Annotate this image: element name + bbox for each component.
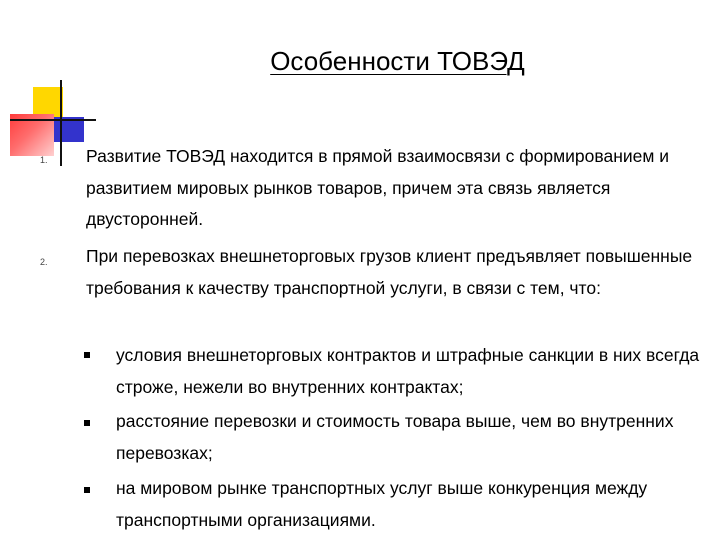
- item-text: При перевозках внешнеторговых грузов клиент предъявляет повышенные требования к качеству транспортной услуги, в связи с тем, что:: [86, 246, 693, 298]
- item-text: Развитие ТОВЭД находится в прямой взаимосвязи с формированием и развитием мировых рынков товаров, причем эта связь является двусторонней.: [86, 146, 670, 229]
- bullet-square-icon: [84, 420, 90, 426]
- sub-item-text: на мировом рынке транспортных услуг выше конкуренция между транспортными организациями.: [116, 478, 648, 530]
- item-number: 2.: [40, 257, 48, 267]
- slide-title: Особенности ТОВЭД: [270, 46, 525, 76]
- sub-item-text: условия внешнеторговых контрактов и штрафные санкции в них всегда строже, нежели во внутренних контрактах;: [116, 345, 700, 397]
- vertical-line-shape: [60, 80, 62, 166]
- sub-item-text: расстояние перевозки и стоимость товара выше, чем во внутренних перевозках;: [116, 411, 674, 463]
- bullet-square-icon: [84, 487, 90, 493]
- bullet-square-icon: [84, 352, 90, 358]
- item-number: 1.: [40, 155, 48, 165]
- horizontal-line-shape: [10, 119, 96, 121]
